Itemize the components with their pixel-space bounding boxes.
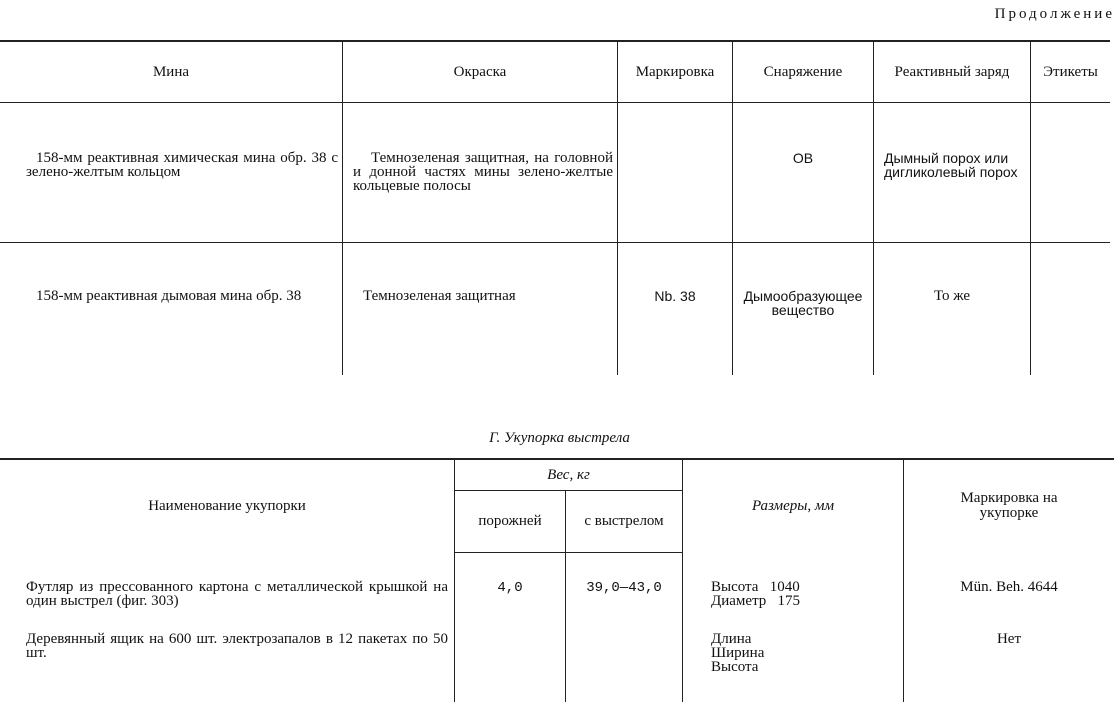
header-weight: Вес, кг (455, 459, 683, 491)
cell-reactive-charge: Дымный порох или дигликолевый порох (874, 103, 1031, 243)
cell-dimensions (683, 632, 904, 702)
header-empty: порожней (455, 491, 566, 552)
cell-reactive-charge: То же (874, 243, 1031, 375)
cell-mina: 158-мм реактивная дымовая мина обр. 38 (36, 288, 302, 304)
continuation-label: Продолжение (994, 6, 1115, 22)
cell-marking: Нет (904, 632, 1115, 702)
dimension-line: Ширина (711, 645, 765, 661)
cell-etikety (1031, 243, 1111, 375)
cell-with-shot: 39,0—43,0 (566, 552, 683, 632)
cell-snaryazhenie: ОВ (733, 103, 874, 243)
table-header-row (0, 41, 1110, 103)
table-header-row (0, 459, 1114, 491)
section-title: Г. Укупорка выстрела (489, 430, 630, 446)
header-okraska: Окраска (343, 41, 618, 103)
cell-name: Деревянный ящик на 600 шт. электрозапалов в 12 пакетах по 50 шт. (26, 631, 448, 661)
cell-okraska: Темнозеленая защитная, на головной и донной частях мины зелено-желтые кольцевые полосы (343, 103, 618, 243)
cell-with-shot (566, 632, 683, 702)
header-name: Наименование укупорки (0, 459, 455, 552)
cell-etikety (1031, 103, 1111, 243)
header-mina: Мина (0, 41, 343, 103)
cell-empty (455, 632, 566, 702)
table-row (0, 552, 1114, 632)
cell-markirovka (618, 103, 733, 243)
cell-dimensions (683, 552, 904, 632)
table-row (0, 243, 1110, 375)
dimension-line: Высота (711, 659, 759, 675)
table-row (0, 632, 1114, 702)
dimension-line: Длина (711, 631, 752, 647)
cell-mina: 158-мм реактивная химическая мина обр. 38 с зелено-желтым кольцом (0, 103, 343, 243)
packaging-table (0, 458, 1114, 702)
cell-snaryazhenie: Дымообразующее вещество (733, 243, 874, 375)
cell-name: Футляр из прессованного картона с металлической крышкой на один выстрел (фиг. 303) (26, 579, 448, 609)
cell-marking: Mün. Beh. 4644 (904, 552, 1115, 632)
header-etikety: Этикеты (1031, 41, 1111, 103)
dimension-line: Диаметр 175 (711, 593, 801, 609)
cell-empty: 4,0 (455, 552, 566, 632)
header-snaryazhenie: Снаряжение (733, 41, 874, 103)
cell-okraska: Темнозеленая защитная (343, 243, 618, 375)
dimension-line: Высота 1040 (711, 579, 800, 595)
cell-markirovka: Nb. 38 (618, 243, 733, 375)
header-markirovka: Маркировка (618, 41, 733, 103)
table-row (0, 103, 1110, 243)
header-marking: Маркировка на укупорке (904, 459, 1115, 552)
header-with-shot: с выстрелом (566, 491, 683, 552)
header-reactive-charge: Реактивный заряд (874, 41, 1031, 103)
header-dimensions: Размеры, мм (683, 459, 904, 552)
mines-table (0, 40, 1110, 375)
